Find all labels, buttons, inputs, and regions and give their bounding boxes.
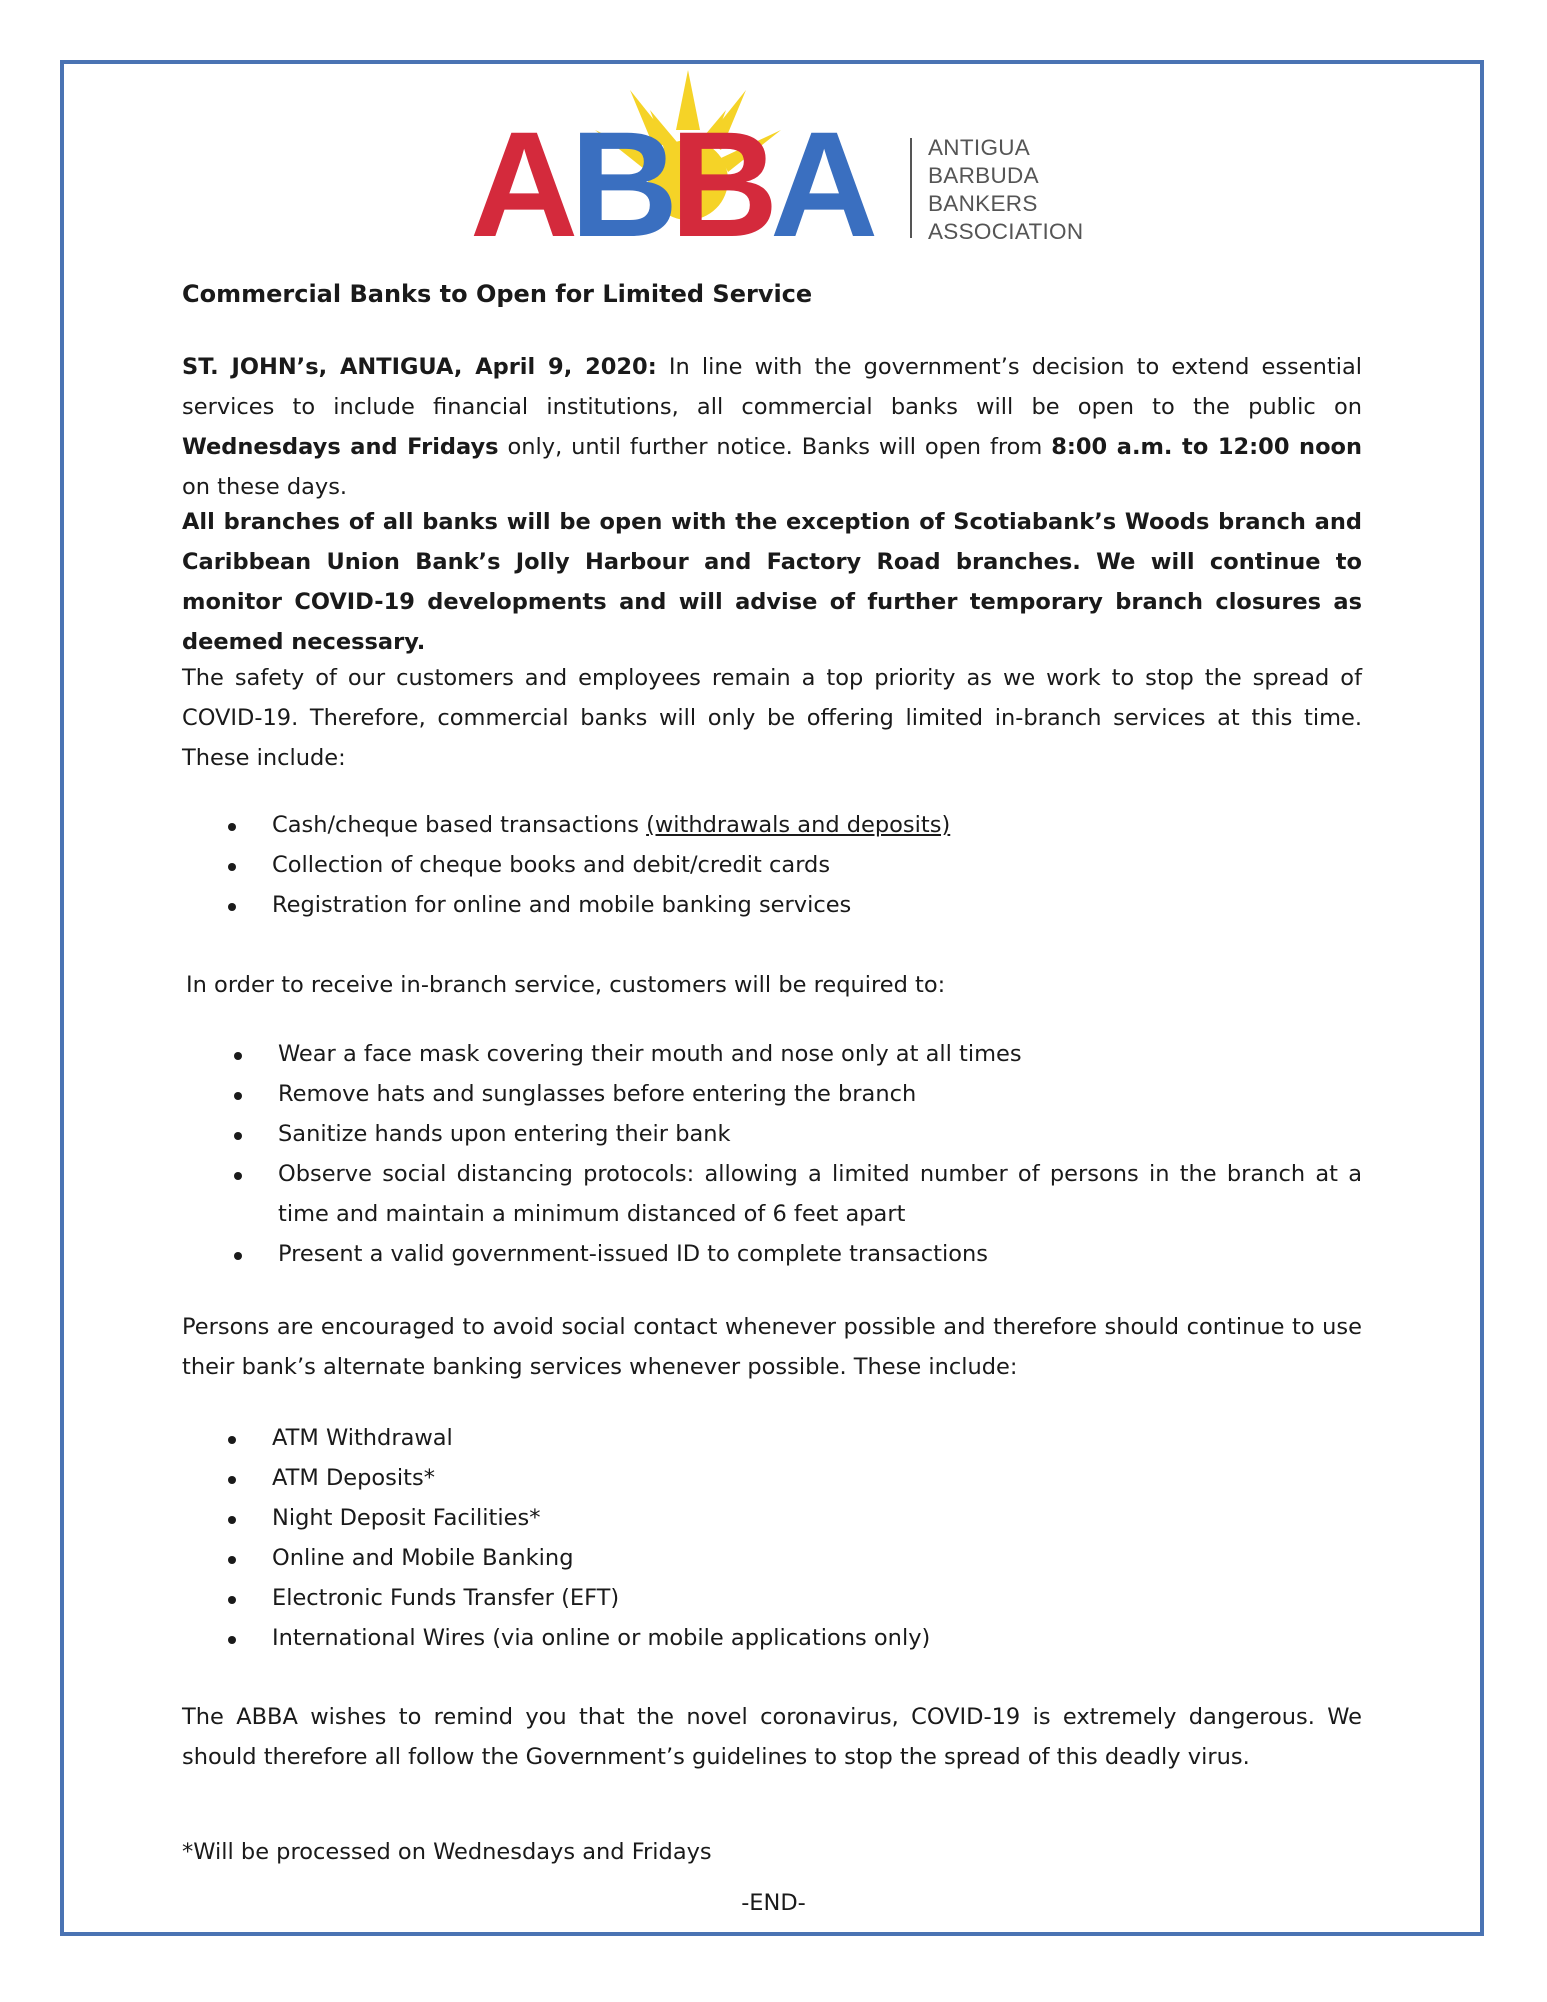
logo-divider	[910, 138, 912, 238]
logo-line: BARBUDA	[928, 163, 1039, 188]
logo-letter-a1: A	[470, 100, 579, 250]
requirements-intro: In order to receive in-branch service, customers will be required to:	[186, 972, 946, 998]
open-hours: 8:00 a.m. to 12:00 noon	[1051, 434, 1363, 460]
intro-text: only, until further notice. Banks will open from	[498, 434, 1052, 460]
list-item: Electronic Funds Transfer (EFT)	[182, 1578, 1362, 1618]
alternate-services-list	[182, 1418, 1362, 1658]
open-days: Wednesdays and Fridays	[182, 434, 499, 460]
intro-text: on these days.	[182, 474, 348, 500]
logo-letter-a2: A	[770, 100, 879, 250]
list-item: ATM Withdrawal	[182, 1418, 1362, 1458]
list-item: Sanitize hands upon entering their bank	[182, 1114, 1362, 1154]
limited-services-list	[182, 805, 1362, 925]
logo-line: BANKERS	[928, 191, 1038, 216]
list-item: Online and Mobile Banking	[182, 1538, 1362, 1578]
dateline: ST. JOHN’s, ANTIGUA, April 9, 2020:	[182, 354, 657, 380]
logo-line: ANTIGUA	[928, 135, 1031, 160]
footnote: *Will be processed on Wednesdays and Fridays	[182, 1839, 712, 1865]
logo-association-name	[928, 134, 1083, 246]
alternate-services-paragraph: Persons are encouraged to avoid social contact whenever possible and therefore should continue to use their bank’s alternate banking services whenever possible. These include:	[182, 1314, 1362, 1380]
logo-letter-b1: B	[570, 100, 679, 250]
intro-paragraph	[182, 347, 1362, 507]
intro-text: In line with the government’s decision to extend essential services to include financial institutions, all commercial banks will be open to the public on	[182, 354, 1362, 420]
end-marker: -END-	[741, 1890, 806, 1916]
list-item: Registration for online and mobile banking services	[182, 885, 1362, 925]
list-item: Observe social distancing protocols: allowing a limited number of persons in the branch at a time and maintain a minimum distanced of 6 feet apart	[182, 1154, 1362, 1234]
list-item: Present a valid government-issued ID to complete transactions	[182, 1234, 1362, 1274]
logo-letter-b2: B	[670, 100, 779, 250]
list-item: ATM Deposits*	[182, 1458, 1362, 1498]
list-item: Cash/cheque based transactions (withdrawals and deposits)	[182, 805, 1362, 845]
logo-line: ASSOCIATION	[928, 219, 1084, 244]
list-item: International Wires (via online or mobile applications only)	[182, 1618, 1362, 1658]
branch-exceptions-paragraph: All branches of all banks will be open with the exception of Scotiabank’s Woods branch and Caribbean Union Bank’s Jolly Harbour and Factory Road branches. We will continue to monitor COVID-19 developments and will advise of further temporary branch closures as deemed necessary.	[182, 509, 1362, 655]
list-item: Collection of cheque books and debit/credit cards	[182, 845, 1362, 885]
list-item: Remove hats and sunglasses before entering the branch	[182, 1074, 1362, 1114]
closing-paragraph: The ABBA wishes to remind you that the novel coronavirus, COVID-19 is extremely dangerous. We should therefore all follow the Government’s guidelines to stop the spread of this deadly virus.	[182, 1704, 1362, 1770]
document-title: Commercial Banks to Open for Limited Service	[182, 280, 813, 308]
requirements-list	[182, 1034, 1362, 1274]
safety-paragraph: The safety of our customers and employees remain a top priority as we work to stop the spread of COVID-19. Therefore, commercial banks will only be offering limited in-branch services at this time. These include:	[182, 665, 1362, 771]
list-item: Wear a face mask covering their mouth and nose only at all times	[182, 1034, 1362, 1074]
list-item: Night Deposit Facilities*	[182, 1498, 1362, 1538]
